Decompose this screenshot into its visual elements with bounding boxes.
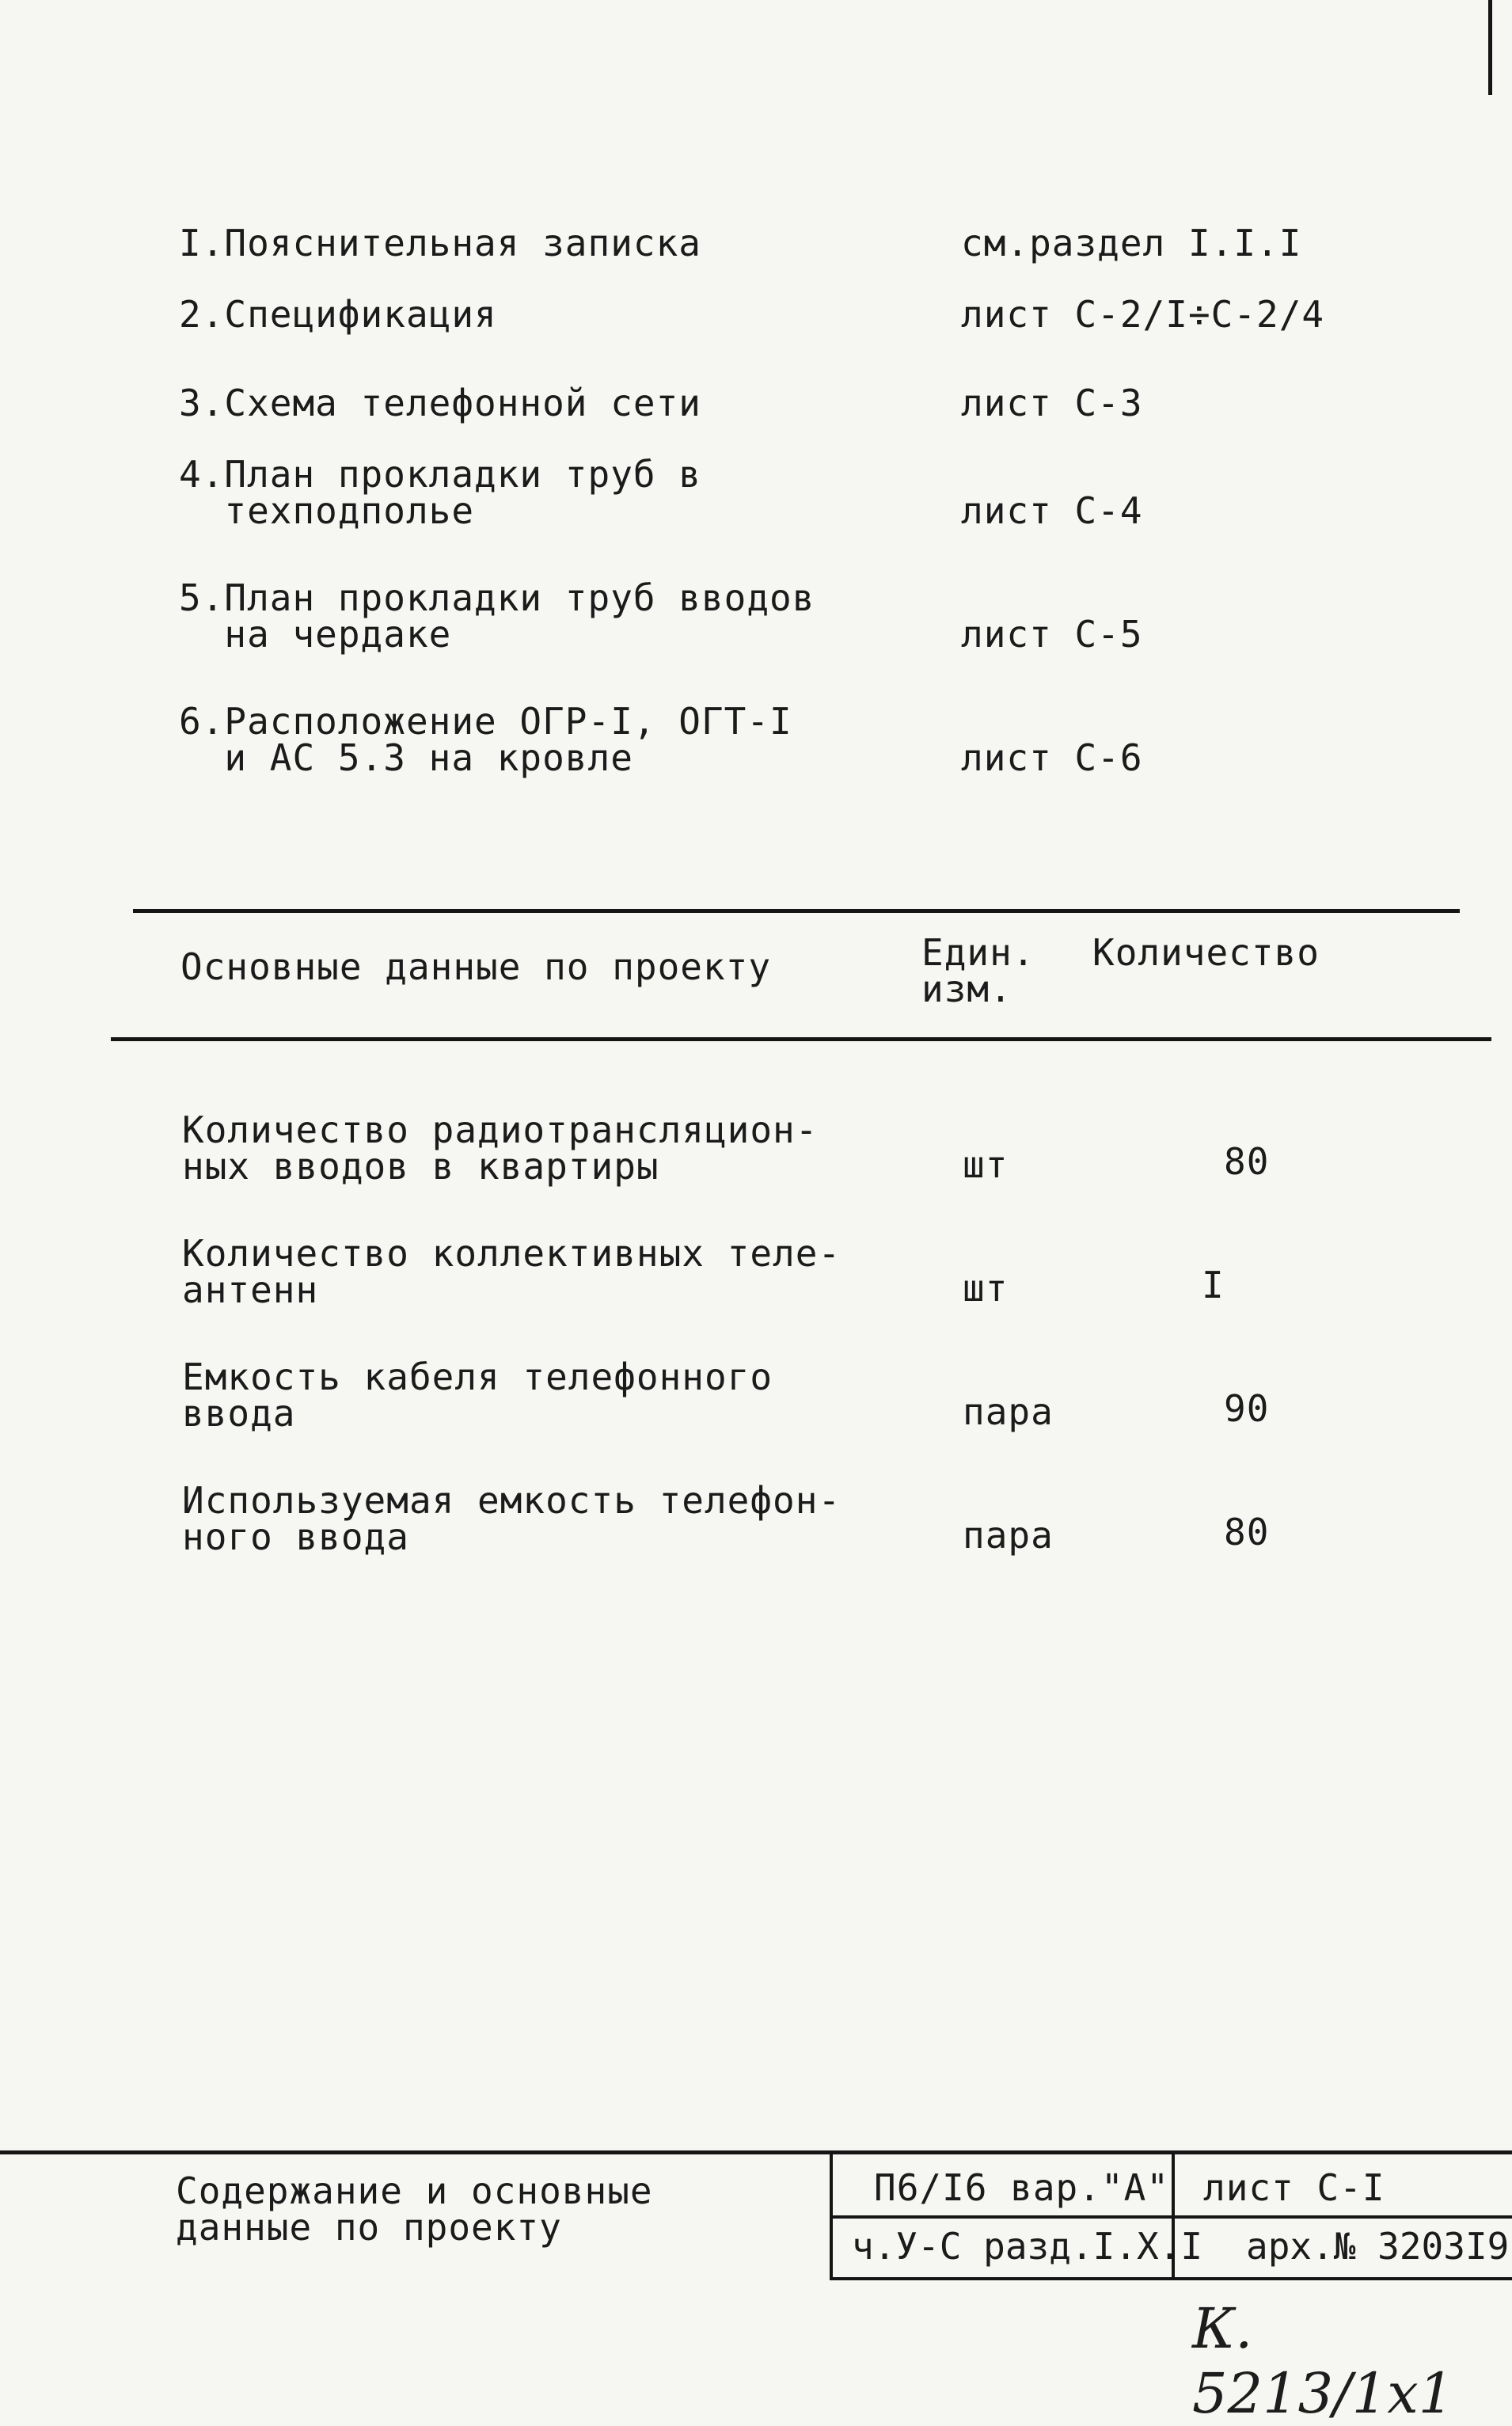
title-block-mid-rule [830,2215,1512,2219]
title-block-title-line1: Содержание и основные [176,2169,653,2212]
contents-item-6-line1: 6.Расположение ОГР-I, ОГТ-I [179,700,792,743]
table-row-1-unit: шт [963,1143,1009,1186]
contents-item-3: 3.Схема телефонной сети [179,382,701,424]
contents-ref-4: лист С-4 [961,489,1143,532]
contents-ref-5: лист С-5 [961,613,1143,656]
contents-item-4-line2: техподполье [179,489,475,532]
table-row-4-unit: пара [963,1514,1054,1557]
contents-item-2: 2.Спецификация [179,293,497,336]
table-row-1-qty: 80 [1224,1140,1270,1183]
contents-item-5-line2: на чердаке [179,613,452,656]
table-header-unit-line1: Един. [921,931,1035,974]
table-row-2-qty: I [1202,1264,1225,1306]
table-row-2-unit: шт [963,1267,1009,1310]
title-block-part: ч.У-С разд.I.Х.I [852,2225,1203,2268]
table-row-3-qty: 90 [1224,1387,1270,1430]
table-row-3-unit: пара [963,1390,1054,1433]
table-header-qty: Количество [1092,931,1320,974]
title-block-archive: арх.№ 3203I9 [1246,2225,1510,2268]
table-row-2-line2: антенн [182,1268,319,1311]
table-header-param: Основные данные по проекту [180,945,772,988]
contents-item-6-line2: и АС 5.3 на кровле [179,736,633,779]
table-row-4-line1: Используемая емкость телефон- [182,1479,841,1522]
table-row-4-qty: 80 [1224,1511,1270,1553]
contents-item-4-line1: 4.План прокладки труб в [179,453,701,496]
table-row-4-line2: ного ввода [182,1515,409,1558]
table-row-1-line1: Количество радиотрансляцион- [182,1108,819,1151]
contents-item-1: I.Пояснительная записка [179,222,701,264]
title-block-top-rule [0,2150,1512,2154]
contents-ref-3: лист С-3 [961,382,1143,424]
table-row-3-line2: ввода [182,1392,296,1435]
contents-ref-1: см.раздел I.I.I [961,222,1302,264]
table-row-3-line1: Емкость кабеля телефонного [182,1356,773,1398]
contents-ref-2: лист С-2/I÷С-2/4 [961,293,1325,336]
handwritten-note: К. 5213/1х1 [1192,2296,1454,2426]
table-header-rule [111,1037,1491,1041]
title-block-title-line2: данные по проекту [176,2206,562,2249]
frame-edge [1488,0,1492,95]
title-block-bottom-rule [830,2277,1512,2280]
title-block-sheet: лист С-I [1203,2166,1385,2209]
contents-ref-6: лист С-6 [961,736,1143,779]
title-block-code: П6/I6 вар."А" [874,2166,1170,2209]
table-row-1-line2: ных вводов в квартиры [182,1145,659,1188]
table-row-2-line1: Количество коллективных теле- [182,1232,841,1275]
contents-item-5-line1: 5.План прокладки труб вводов [179,576,815,619]
table-top-rule [133,909,1460,913]
table-header-unit-line2: изм. [921,968,1012,1010]
